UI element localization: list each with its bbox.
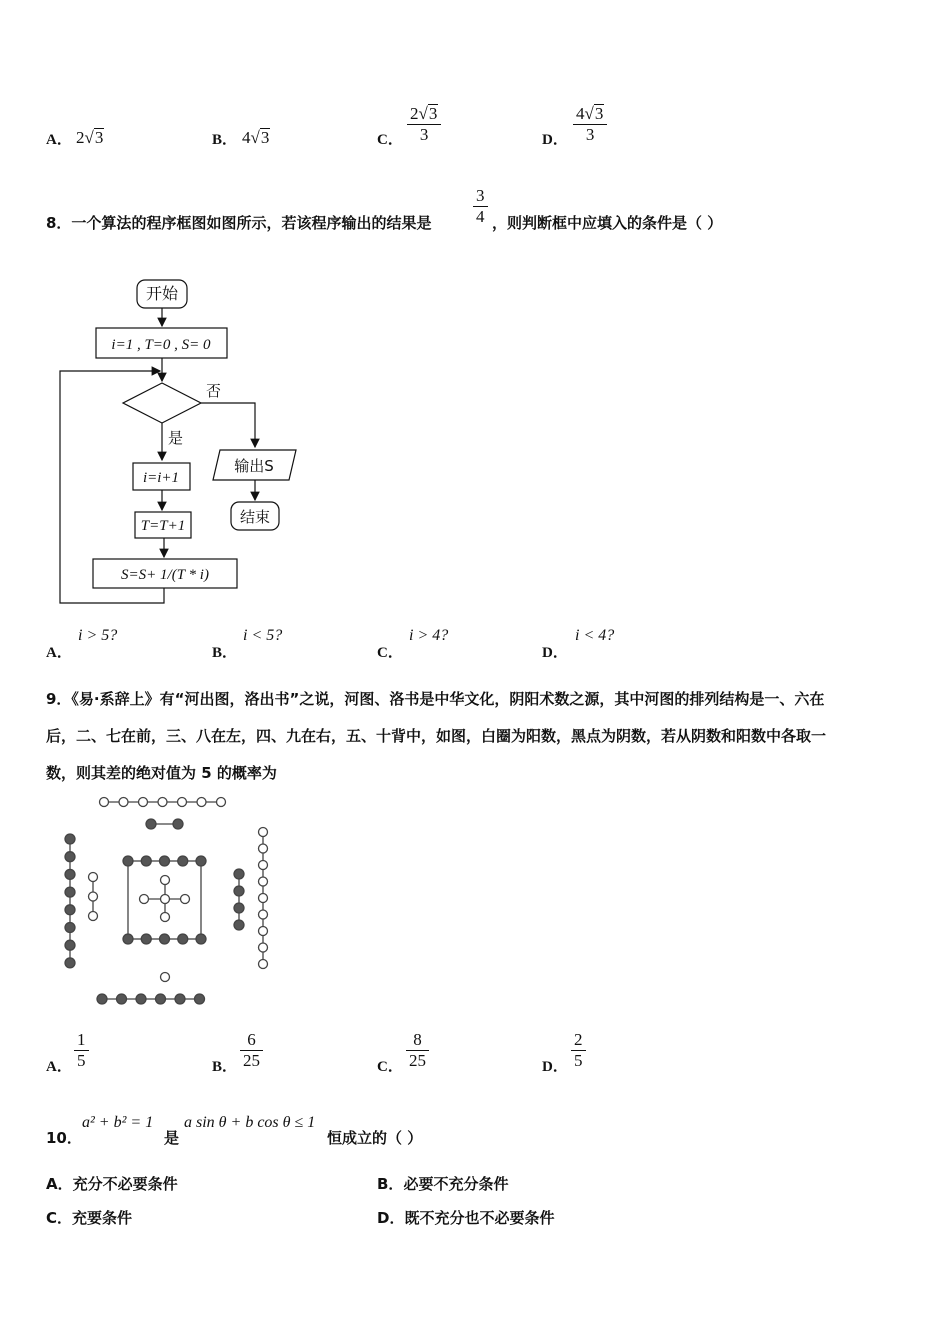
yang-dot	[217, 798, 226, 807]
q9-option-c-letter: C．	[377, 1059, 403, 1075]
yin-dot	[160, 934, 170, 944]
yang-dot	[197, 798, 206, 807]
yang-dot	[139, 798, 148, 807]
yang-dot	[259, 960, 268, 969]
q9-line1: 9．《易·系辞上》有“河出图，洛出书”之说，河图、洛书是中华文化，阴阳术数之源，其中河图的排列结构是一、六在	[46, 690, 825, 708]
flow-output-label: 输出S	[234, 457, 274, 475]
q7-option-b-letter: B．	[212, 132, 238, 148]
q9-option-d-fraction: 2 5	[571, 1030, 586, 1071]
q9-option-b-fraction: 6 25	[240, 1030, 263, 1071]
flow-step1-label: i=i+1	[142, 470, 180, 486]
yin-dot	[65, 852, 75, 862]
yin-dot	[234, 903, 244, 913]
yin-dot	[141, 856, 151, 866]
q8-option-b-text: i < 5?	[243, 627, 283, 644]
flow-yes-label: 是	[168, 429, 184, 447]
q10-suffix: 恒成立的（ ）	[327, 1129, 423, 1147]
yang-dot	[259, 861, 268, 870]
flow-start-label: 开始	[145, 284, 179, 303]
yang-dot	[100, 798, 109, 807]
q9-option-d-letter: D．	[542, 1059, 568, 1075]
yang-dot	[161, 876, 170, 885]
yin-dot	[97, 994, 107, 1004]
q8-option-c-text: i > 4?	[409, 627, 449, 644]
q8-option-a-text: i > 5?	[78, 627, 118, 644]
q7-option-d-fraction: 4√3 3	[573, 104, 607, 145]
yang-dot	[181, 895, 190, 904]
yang-dot	[89, 892, 98, 901]
q7-option-b-value: 4√3	[242, 128, 270, 147]
yang-dot	[259, 828, 268, 837]
yang-dot	[161, 913, 170, 922]
yang-dot	[178, 798, 187, 807]
q10-condition-1: a² + b² = 1	[82, 1114, 154, 1131]
yang-dot	[161, 973, 170, 982]
q7-option-d-letter: D．	[542, 132, 568, 148]
q7-option-a-value: 2√3	[76, 128, 104, 147]
yin-dot	[173, 819, 183, 829]
yin-dot	[234, 869, 244, 879]
q7-option-c-letter: C．	[377, 132, 403, 148]
q8-option-a-letter: A．	[46, 645, 72, 661]
q10-option-d: D．既不充分也不必要条件	[377, 1209, 555, 1227]
yang-dot	[158, 798, 167, 807]
q10-condition-2: a sin θ + b cos θ ≤ 1	[184, 1114, 316, 1131]
flow-no-label: 否	[206, 382, 222, 400]
yang-dot	[259, 910, 268, 919]
q9-option-c-fraction: 8 25	[406, 1030, 429, 1071]
yang-dot	[140, 895, 149, 904]
hetu-diagram	[0, 780, 300, 1020]
q8-option-d-letter: D．	[542, 645, 568, 661]
yin-dot	[196, 934, 206, 944]
yin-dot	[123, 934, 133, 944]
yang-dot	[259, 894, 268, 903]
yin-dot	[178, 856, 188, 866]
yang-dot	[259, 943, 268, 952]
q9-option-b-letter: B．	[212, 1059, 238, 1075]
yin-dot	[65, 923, 75, 933]
yin-dot	[117, 994, 127, 1004]
q10-option-c: C．充要条件	[46, 1209, 133, 1227]
yang-dot	[259, 844, 268, 853]
flow-step2-label: T=T+1	[140, 518, 186, 534]
q10-option-b: B．必要不充分条件	[377, 1175, 509, 1193]
flow-step3-label: S=S+ 1/(T * i)	[121, 567, 209, 583]
q9-line3: 数，则其差的绝对值为 5 的概率为	[46, 764, 277, 782]
yin-dot	[196, 856, 206, 866]
flow-decision-diamond	[123, 383, 201, 423]
yin-dot	[175, 994, 185, 1004]
yin-dot	[65, 834, 75, 844]
yin-dot	[65, 869, 75, 879]
q8-option-d-text: i < 4?	[575, 627, 615, 644]
q10-number: 10．	[46, 1129, 82, 1147]
yin-dot	[65, 940, 75, 950]
yin-dot	[136, 994, 146, 1004]
yin-dot	[160, 856, 170, 866]
yin-dot	[234, 886, 244, 896]
yin-dot	[156, 994, 166, 1004]
yin-dot	[123, 856, 133, 866]
yang-dot	[89, 912, 98, 921]
q9-line2: 后，二、七在前，三、八在左，四、九在右，五、十背中，如图，白圈为阳数，黑点为阴数，若从阴数和阳数中各取一	[46, 727, 827, 745]
q7-option-a-letter: A．	[46, 132, 72, 148]
q10-option-a: A．充分不必要条件	[46, 1175, 178, 1193]
q9-option-a-fraction: 1 5	[74, 1030, 89, 1071]
q8-option-c-letter: C．	[377, 645, 403, 661]
yang-dot	[89, 873, 98, 882]
yin-dot	[65, 887, 75, 897]
yin-dot	[141, 934, 151, 944]
q8-prefix: 8．一个算法的程序框图如图所示，若该程序输出的结果是	[46, 214, 432, 232]
q8-flowchart	[0, 0, 950, 640]
yang-dot	[259, 877, 268, 886]
yang-dot	[119, 798, 128, 807]
yang-dot	[161, 895, 170, 904]
yin-dot	[195, 994, 205, 1004]
yin-dot	[234, 920, 244, 930]
q9-option-a-letter: A．	[46, 1059, 72, 1075]
flow-init-label: i=1 , T=0 , S= 0	[111, 337, 211, 353]
yin-dot	[146, 819, 156, 829]
q8-option-b-letter: B．	[212, 645, 238, 661]
flow-end-label: 结束	[239, 508, 271, 526]
yang-dot	[259, 927, 268, 936]
q8-suffix: ，则判断框中应填入的条件是（ ）	[492, 214, 723, 232]
yin-dot	[65, 958, 75, 968]
yin-dot	[65, 905, 75, 915]
q7-option-c-fraction: 2√3 3	[407, 104, 441, 145]
q10-mid: 是	[164, 1129, 180, 1147]
yin-dot	[178, 934, 188, 944]
q8-result-fraction: 3 4	[473, 186, 488, 227]
